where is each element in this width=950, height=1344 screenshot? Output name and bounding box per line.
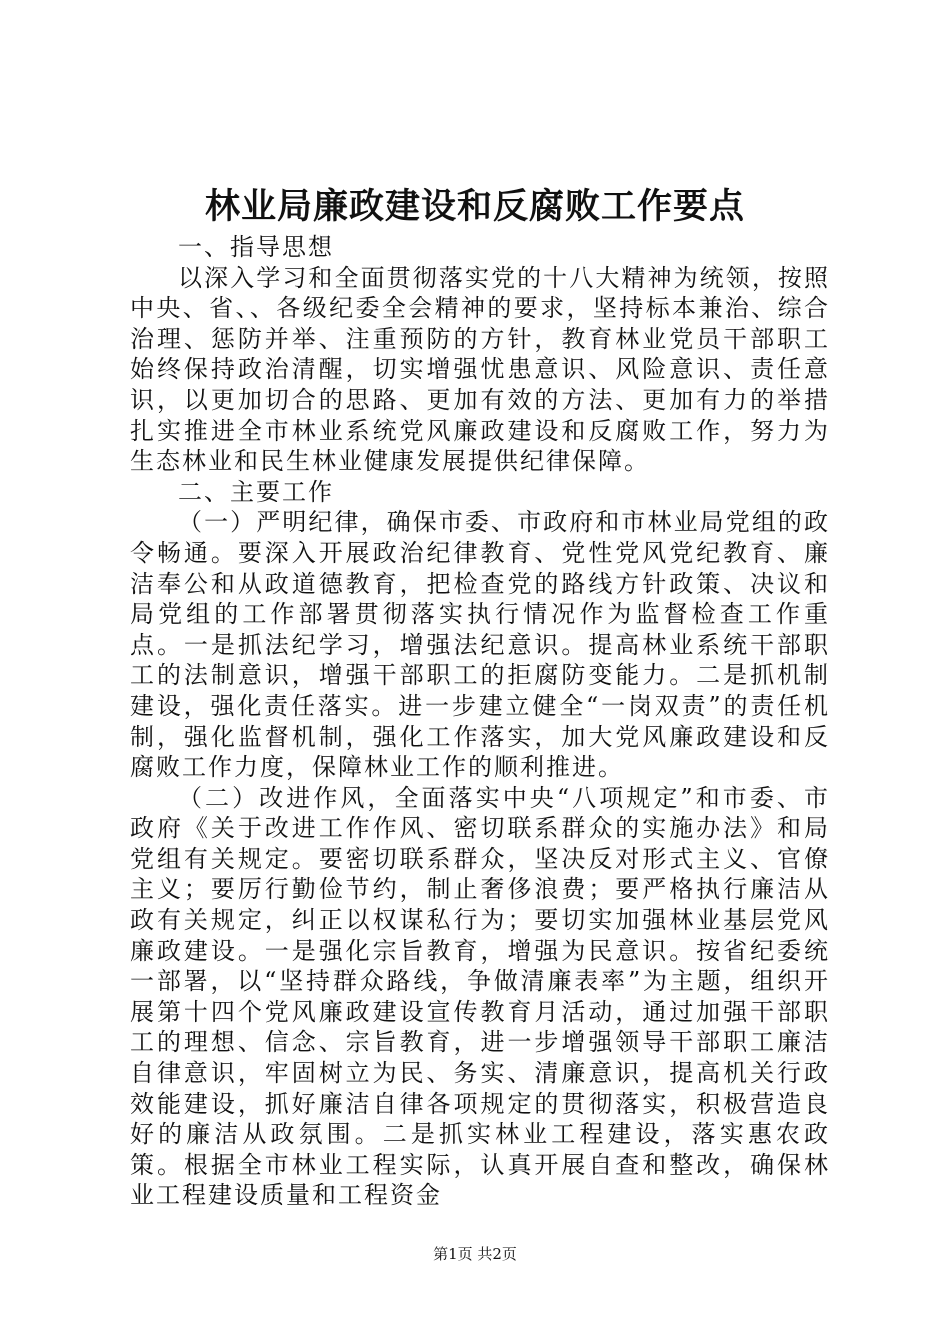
page-footer: 第1页 共2页 xyxy=(433,1245,517,1263)
document-title: 林业局廉政建设和反腐败工作要点 xyxy=(204,186,745,227)
paragraph-improve-style: （二）改进作风，全面落实中央“八项规定”和市委、市政府《关于改进工作作风、密切联系群众的实施办法》和局党组有关规定。要密切联系群众，坚决反对形式主义、官僚主义；要厉行勤俭节约，制止奢侈浪费；要严格执行廉洁从政有关规定，纠正以权谋私行为；要切实加强林业基层党风廉政建设。一是强化宗旨教育，增强为民意识。按省纪委统一部署，以“坚持群众路线，争做清廉表率”为主题，组织开展第十四个党风廉政建设宣传教育月活动，通过加强干部职工的理想、信念、宗旨教育，进一步增强领导干部职工廉洁自律意识，牢固树立为民、务实、清廉意识，提高机关行政效能建设，抓好廉洁自律各项规定的贯彻落实，积极营造良好的廉洁从政氛围。二是抓实林业工程建设，落实惠农政策。根据全市林业工程实际，认真开展自查和整改，确保林业工程建设质量和工程资金 xyxy=(130,783,830,1210)
section-heading-main-work: 二、主要工作 xyxy=(178,477,334,506)
document-body xyxy=(130,232,830,1211)
paragraph-strict-discipline: （一）严明纪律，确保市委、市政府和市林业局党组的政令畅通。要深入开展政治纪律教育、党性党风党纪教育、廉洁奉公和从政道德教育，把检查党的路线方针政策、决议和局党组的工作部署贯彻落实执行情况作为监督检查工作重点。一是抓法纪学习，增强法纪意识。提高林业系统干部职工的法制意识，增强干部职工的拒腐防变能力。二是抓机制建设，强化责任落实。进一步建立健全“一岗双责”的责任机制，强化监督机制，强化工作落实，加大党风廉政建设和反腐败工作力度，保障林业工作的顺利推进。 xyxy=(130,508,830,782)
section-heading-guiding-ideology: 一、指导思想 xyxy=(178,233,334,261)
paragraph-guiding-ideology: 以深入学习和全面贯彻落实党的十八大精神为统领，按照中央、省、、各级纪委全会精神的要求，坚持标本兼治、综合治理、惩防并举、注重预防的方针，教育林业党员干部职工始终保持政治清醒，切实增强忧患意识、风险意识、责任意识，以更加切合的思路、更加有效的方法、更加有力的举措扎实推进全市林业系统党风廉政建设和反腐败工作，努力为生态林业和民生林业健康发展提供纪律保障。 xyxy=(130,263,830,476)
